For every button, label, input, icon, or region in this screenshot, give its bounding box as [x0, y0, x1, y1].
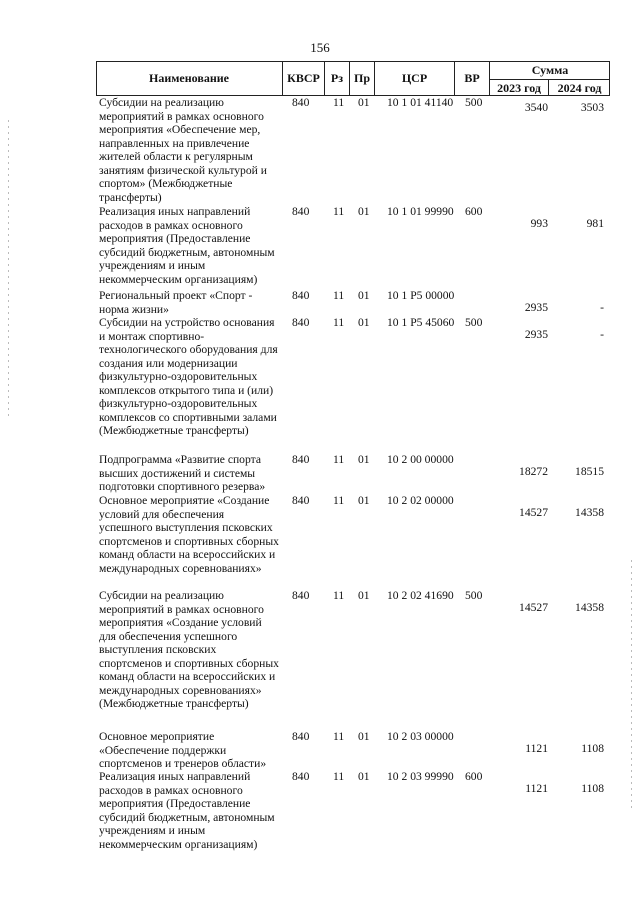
pr-cell: 01: [358, 96, 370, 109]
sum-2023-cell: 14527: [519, 601, 548, 614]
rz-cell: 11: [333, 289, 345, 302]
row-name: Субсидии на устройство основания и монтаж спортивно-технологического оборудования для создания или модернизации физкультурно-оздоровительных комплексов открытого типа и (или) физкультурно-оздоровительных комплексов со спортивными залами (Межбюджетные трансферты): [99, 316, 278, 438]
pr-cell: 01: [358, 494, 370, 507]
sum-2024-cell: 1108: [581, 782, 604, 795]
vr-cell: 600: [465, 205, 483, 218]
row-name: Субсидии на реализацию мероприятий в рамках основного мероприятия «Обеспечение мер, направленных на привлечение жителей области к регулярным занятиям физической культурой и спортом» (Межбюджетные трансферты): [99, 96, 267, 204]
kvsr-cell: 840: [292, 494, 310, 507]
pr-cell: 01: [358, 289, 370, 302]
header-rz: Рз: [325, 61, 350, 96]
pr-cell: 01: [358, 316, 370, 329]
sum-2023-cell: 2935: [524, 328, 548, 341]
sum-2024-cell: 14358: [575, 506, 604, 519]
pr-cell: 01: [358, 205, 370, 218]
vr-cell: 500: [465, 316, 483, 329]
rz-cell: 11: [333, 730, 345, 743]
rz-cell: 11: [333, 770, 345, 783]
kvsr-cell: 840: [292, 205, 310, 218]
scan-edge-right: [631, 560, 632, 810]
vr-cell: 500: [465, 96, 483, 109]
kvsr-cell: 840: [292, 453, 310, 466]
sum-2023-cell: 2935: [524, 301, 548, 314]
sum-2023-cell: 3540: [524, 101, 548, 114]
sum-2024-cell: -: [600, 328, 604, 341]
header-vr: ВР: [455, 61, 490, 96]
pr-cell: 01: [358, 730, 370, 743]
pr-cell: 01: [358, 453, 370, 466]
header-kvsr: КВСР: [283, 61, 325, 96]
row-name: Основное мероприятие «Создание условий для обеспечения успешного выступления псковских спортсменов и спортивных сборных команд области на всероссийских и международных соревнованиях»: [99, 494, 279, 575]
table-header: [96, 61, 610, 96]
csr-cell: 10 1 Р5 00000: [387, 289, 455, 302]
row-name: Основное мероприятие «Обеспечение поддержки спортсменов и тренеров области»: [99, 730, 267, 771]
rz-cell: 11: [333, 205, 345, 218]
header-pr: Пр: [350, 61, 375, 96]
vr-cell: 500: [465, 589, 483, 602]
csr-cell: 10 2 03 00000: [387, 730, 454, 743]
vr-cell: 600: [465, 770, 483, 783]
sum-2023-cell: 18272: [519, 465, 548, 478]
sum-2024-cell: 18515: [575, 465, 604, 478]
header-name: Наименование: [96, 61, 283, 96]
kvsr-cell: 840: [292, 589, 310, 602]
csr-cell: 10 2 02 00000: [387, 494, 454, 507]
header-year-2023: 2023 год: [490, 80, 549, 96]
sum-2024-cell: 14358: [575, 601, 604, 614]
scan-edge-left: [8, 120, 9, 420]
rz-cell: 11: [333, 494, 345, 507]
sum-2023-cell: 1121: [525, 742, 548, 755]
row-name: Реализация иных направлений расходов в рамках основного мероприятия (Предоставление субсидий бюджетным, автономным учреждениям и иным некоммерческим организациям): [99, 770, 275, 851]
csr-cell: 10 1 Р5 45060: [387, 316, 455, 329]
csr-cell: 10 2 02 41690: [387, 589, 454, 602]
row-name: Реализация иных направлений расходов в рамках основного мероприятия (Предоставление субсидий бюджетным, автономным учреждениям и иным некоммерческим организациям): [99, 205, 275, 286]
rz-cell: 11: [333, 96, 345, 109]
kvsr-cell: 840: [292, 770, 310, 783]
csr-cell: 10 1 01 41140: [387, 96, 454, 109]
row-name: Подпрограмма «Развитие спорта высших достижений и системы подготовки спортивного резерва»: [99, 453, 266, 494]
kvsr-cell: 840: [292, 730, 310, 743]
csr-cell: 10 2 00 00000: [387, 453, 454, 466]
sum-2024-cell: 1108: [581, 742, 604, 755]
header-year-2024: 2024 год: [557, 80, 602, 95]
page-number: 156: [310, 40, 330, 55]
header-csr: ЦСР: [375, 61, 455, 96]
rz-cell: 11: [333, 453, 345, 466]
sum-2023-cell: 993: [530, 217, 548, 230]
sum-2024-cell: -: [600, 301, 604, 314]
kvsr-cell: 840: [292, 289, 310, 302]
csr-cell: 10 1 01 99990: [387, 205, 454, 218]
csr-cell: 10 2 03 99990: [387, 770, 454, 783]
row-name: Региональный проект «Спорт - норма жизни»: [99, 289, 253, 316]
kvsr-cell: 840: [292, 96, 310, 109]
sum-2024-cell: 981: [586, 217, 604, 230]
pr-cell: 01: [358, 770, 370, 783]
row-name: Субсидии на реализацию мероприятий в рамках основного мероприятия «Создание условий для обеспечения успешного выступления псковских спортсменов и спортивных сборных команд области на всероссийских и международных соревнованиях» (Межбюджетные трансферты): [99, 589, 279, 711]
rz-cell: 11: [333, 316, 345, 329]
kvsr-cell: 840: [292, 316, 310, 329]
rz-cell: 11: [333, 589, 345, 602]
pr-cell: 01: [358, 589, 370, 602]
sum-2024-cell: 3503: [580, 101, 604, 114]
header-sum: Сумма: [531, 62, 569, 77]
sum-2023-cell: 14527: [519, 506, 548, 519]
sum-2023-cell: 1121: [525, 782, 548, 795]
